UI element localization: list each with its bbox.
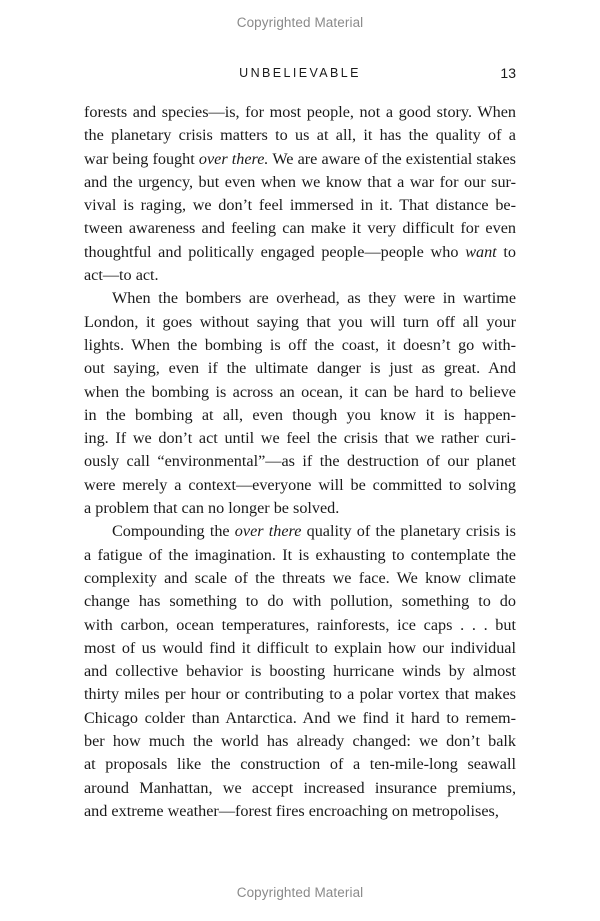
italic-text: over there. <box>198 149 269 168</box>
text-run: lights. When the bombing is off the coast, it doesn’t go with- <box>84 335 516 354</box>
copyright-watermark-bottom: Copyrighted Material <box>236 885 364 900</box>
text-run: a problem that can no longer be solved. <box>84 499 340 518</box>
text-run: quality of the planetary crisis is <box>301 522 516 541</box>
text-line <box>84 637 516 660</box>
text-run: and extreme weather—forest fires encroaching on metropolises, <box>84 801 499 820</box>
text-line <box>84 381 516 404</box>
text-run: Chicago colder than Antarctica. And we find it hard to remem- <box>84 708 516 727</box>
text-line <box>84 334 516 357</box>
text-run: act—to act. <box>84 266 159 285</box>
text-run: at proposals like the construction of a ten-mile-long seawall <box>84 755 516 774</box>
text-line <box>84 520 516 543</box>
text-line <box>84 124 516 147</box>
text-line <box>84 171 516 194</box>
text-line <box>84 800 516 823</box>
text-line <box>84 101 516 124</box>
text-line <box>84 497 516 520</box>
text-run: when the bombing is across an ocean, it can be hard to believe <box>84 382 516 401</box>
text-run: When the bombers are overhead, as they were in wartime <box>112 289 516 308</box>
text-run: out saying, even if the ultimate danger is just as great. And <box>84 359 516 378</box>
text-line <box>84 660 516 683</box>
paragraph <box>84 101 516 287</box>
text-run: thirty miles per hour or contributing to a polar vortex that makes <box>84 685 516 704</box>
text-run: ber how much the world has already changed: we don’t balk <box>84 732 516 751</box>
running-title: UNBELIEVABLE <box>239 66 361 80</box>
text-line <box>84 241 516 264</box>
text-run: tween awareness and feeling can make it very difficult for even <box>84 219 516 238</box>
italic-text: over there <box>234 522 302 541</box>
text-line <box>84 450 516 473</box>
text-run: We are aware of the existential stakes <box>268 149 516 168</box>
text-run: complexity and scale of the threats we face. We know climate <box>84 568 516 587</box>
text-line <box>84 474 516 497</box>
text-run: ing. If we don’t act until we feel the crisis that we rather curi- <box>84 429 516 448</box>
text-run: change has something to do with pollution, something to do <box>84 592 516 611</box>
text-line <box>84 357 516 380</box>
text-run: ously call “environmental”—as if the destruction of our planet <box>84 452 516 471</box>
text-run: forests and species—is, for most people, not a good story. When <box>84 103 516 121</box>
text-line <box>84 311 516 334</box>
text-line <box>84 148 516 171</box>
text-run: and collective behavior is boosting hurricane winds by almost <box>84 662 516 681</box>
text-line <box>84 287 516 310</box>
paragraph <box>84 520 516 823</box>
text-line <box>84 590 516 613</box>
body-text <box>84 101 516 823</box>
text-line <box>84 730 516 753</box>
text-run: most of us would find it difficult to explain how our individual <box>84 638 516 657</box>
text-run: in the bombing at all, even though you know it is happen- <box>84 405 516 424</box>
text-line <box>84 567 516 590</box>
text-run: and the urgency, but even when we know that a war for our sur- <box>84 172 516 191</box>
copyright-watermark-top: Copyrighted Material <box>236 15 364 30</box>
text-run: with carbon, ocean temperatures, rainforests, ice caps . . . but <box>84 615 516 634</box>
page-number: 13 <box>500 65 516 81</box>
text-run: the planetary crisis matters to us at all, it has the quality of a <box>84 126 516 145</box>
text-run: London, it goes without saying that you will turn off all your <box>84 312 516 331</box>
text-line <box>84 753 516 776</box>
text-run: around Manhattan, we accept increased insurance premiums, <box>84 778 516 797</box>
text-run: a fatigue of the imagination. It is exhausting to contemplate the <box>84 545 516 564</box>
text-line <box>84 614 516 637</box>
text-line <box>84 427 516 450</box>
text-line <box>84 264 516 287</box>
text-line <box>84 194 516 217</box>
text-line <box>84 404 516 427</box>
italic-text: want <box>465 242 497 261</box>
text-line <box>84 777 516 800</box>
text-run: war being fought <box>84 149 199 168</box>
text-line <box>84 683 516 706</box>
running-header <box>84 66 516 86</box>
text-run: to <box>496 242 517 261</box>
text-run: thoughtful and politically engaged people—people who <box>84 242 466 261</box>
text-run: were merely a context—everyone will be committed to solving <box>84 475 516 494</box>
text-line <box>84 707 516 730</box>
text-run: Compounding the <box>112 522 235 541</box>
text-line <box>84 217 516 240</box>
text-run: vival is raging, we don’t feel immersed in it. That distance be- <box>84 196 516 215</box>
paragraph <box>84 287 516 520</box>
text-line <box>84 544 516 567</box>
